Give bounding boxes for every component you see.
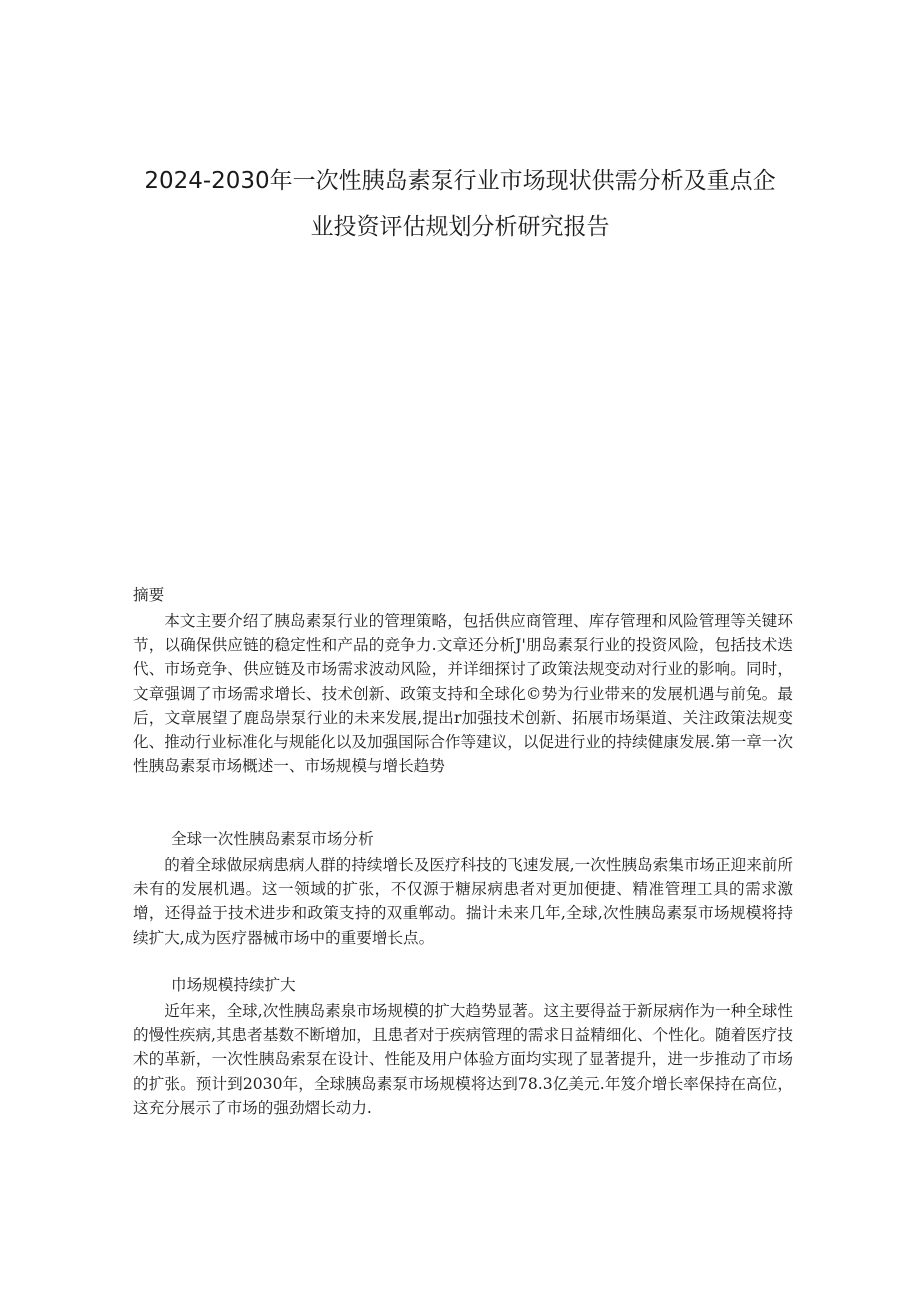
abstract-body <box>133 609 793 778</box>
section1-paragraph: 的着全球做尿病患病人群的持续增长及医疗科技的飞速发展,一次性胰岛索集市场正迎来前所未有的发展机遇。这一领域的扩张，不仅源于糖尿病患者对更加便捷、精准管理工具的需求激增，还得益于技术进步和政策支持的双重郸动。揣计未来几年,全球,次性胰岛素泵市场规模将持续扩大,成为医疗器械市场中的重要增长点。 <box>133 856 793 947</box>
section2-paragraph: 近年来，全球,次性胰岛素泉市场规模的扩大趋势显著。这主要得益于新尿病作为一种全球性的慢性疾病,其患者基数不断增加，且患者对于疾病管理的需求日益精细化、个性化。随着医疗技术的革新，一次性胰岛索泵在设计、性能及用户体验方面均实现了显著提升，进一步推动了市场的扩张。预计到2030年，全球胰岛素泵市场规模将达到78.3亿美元.年笈介增长率保持在高位，这充分展示了市场的强劲熠长动力. <box>133 1002 793 1117</box>
section1-body <box>133 853 793 950</box>
report-title-line-1: 2024-2030年一次性胰岛素泵行业市场现状供需分析及重点企 <box>144 168 776 194</box>
report-title-line-2: 业投资评估规划分析研究报告 <box>310 214 610 240</box>
abstract-heading: 摘要 <box>133 586 165 604</box>
section-heading-market-growth: 巾场规模持续扩大 <box>171 976 296 994</box>
section2-body <box>133 999 793 1120</box>
abstract-paragraph: 本文主要介绍了胰岛素泵行业的管理策略，包括供应商管理、库存管理和风险管理等关键环节，以确保供应链的稳定性和产品的竞争力.文章还分析J'朋岛素泵行业的投资风险，包括技术迭代、市场竞争、供应链及市场需求波动风险，并详细探讨了政策法规变动对行业的影响。同时，文章强调了市场需求增长、技术创新、政策支持和全球化©势为行业带来的发展机遇与前兔。最后，文章展望了鹿岛崇泵行业的未来发展,提出r加强技术创新、拓展市场渠道、关注政策法规变化、推动行业标准化与规能化以及加强国际合作等建议，以促进行业的持续健康发展.第一章一次性胰岛素泵市场概述一、市场规模与增长趋势 <box>133 612 793 776</box>
section-heading-global-market: 全球一次性胰岛素泵市场分析 <box>171 830 374 848</box>
report-title <box>120 158 800 250</box>
